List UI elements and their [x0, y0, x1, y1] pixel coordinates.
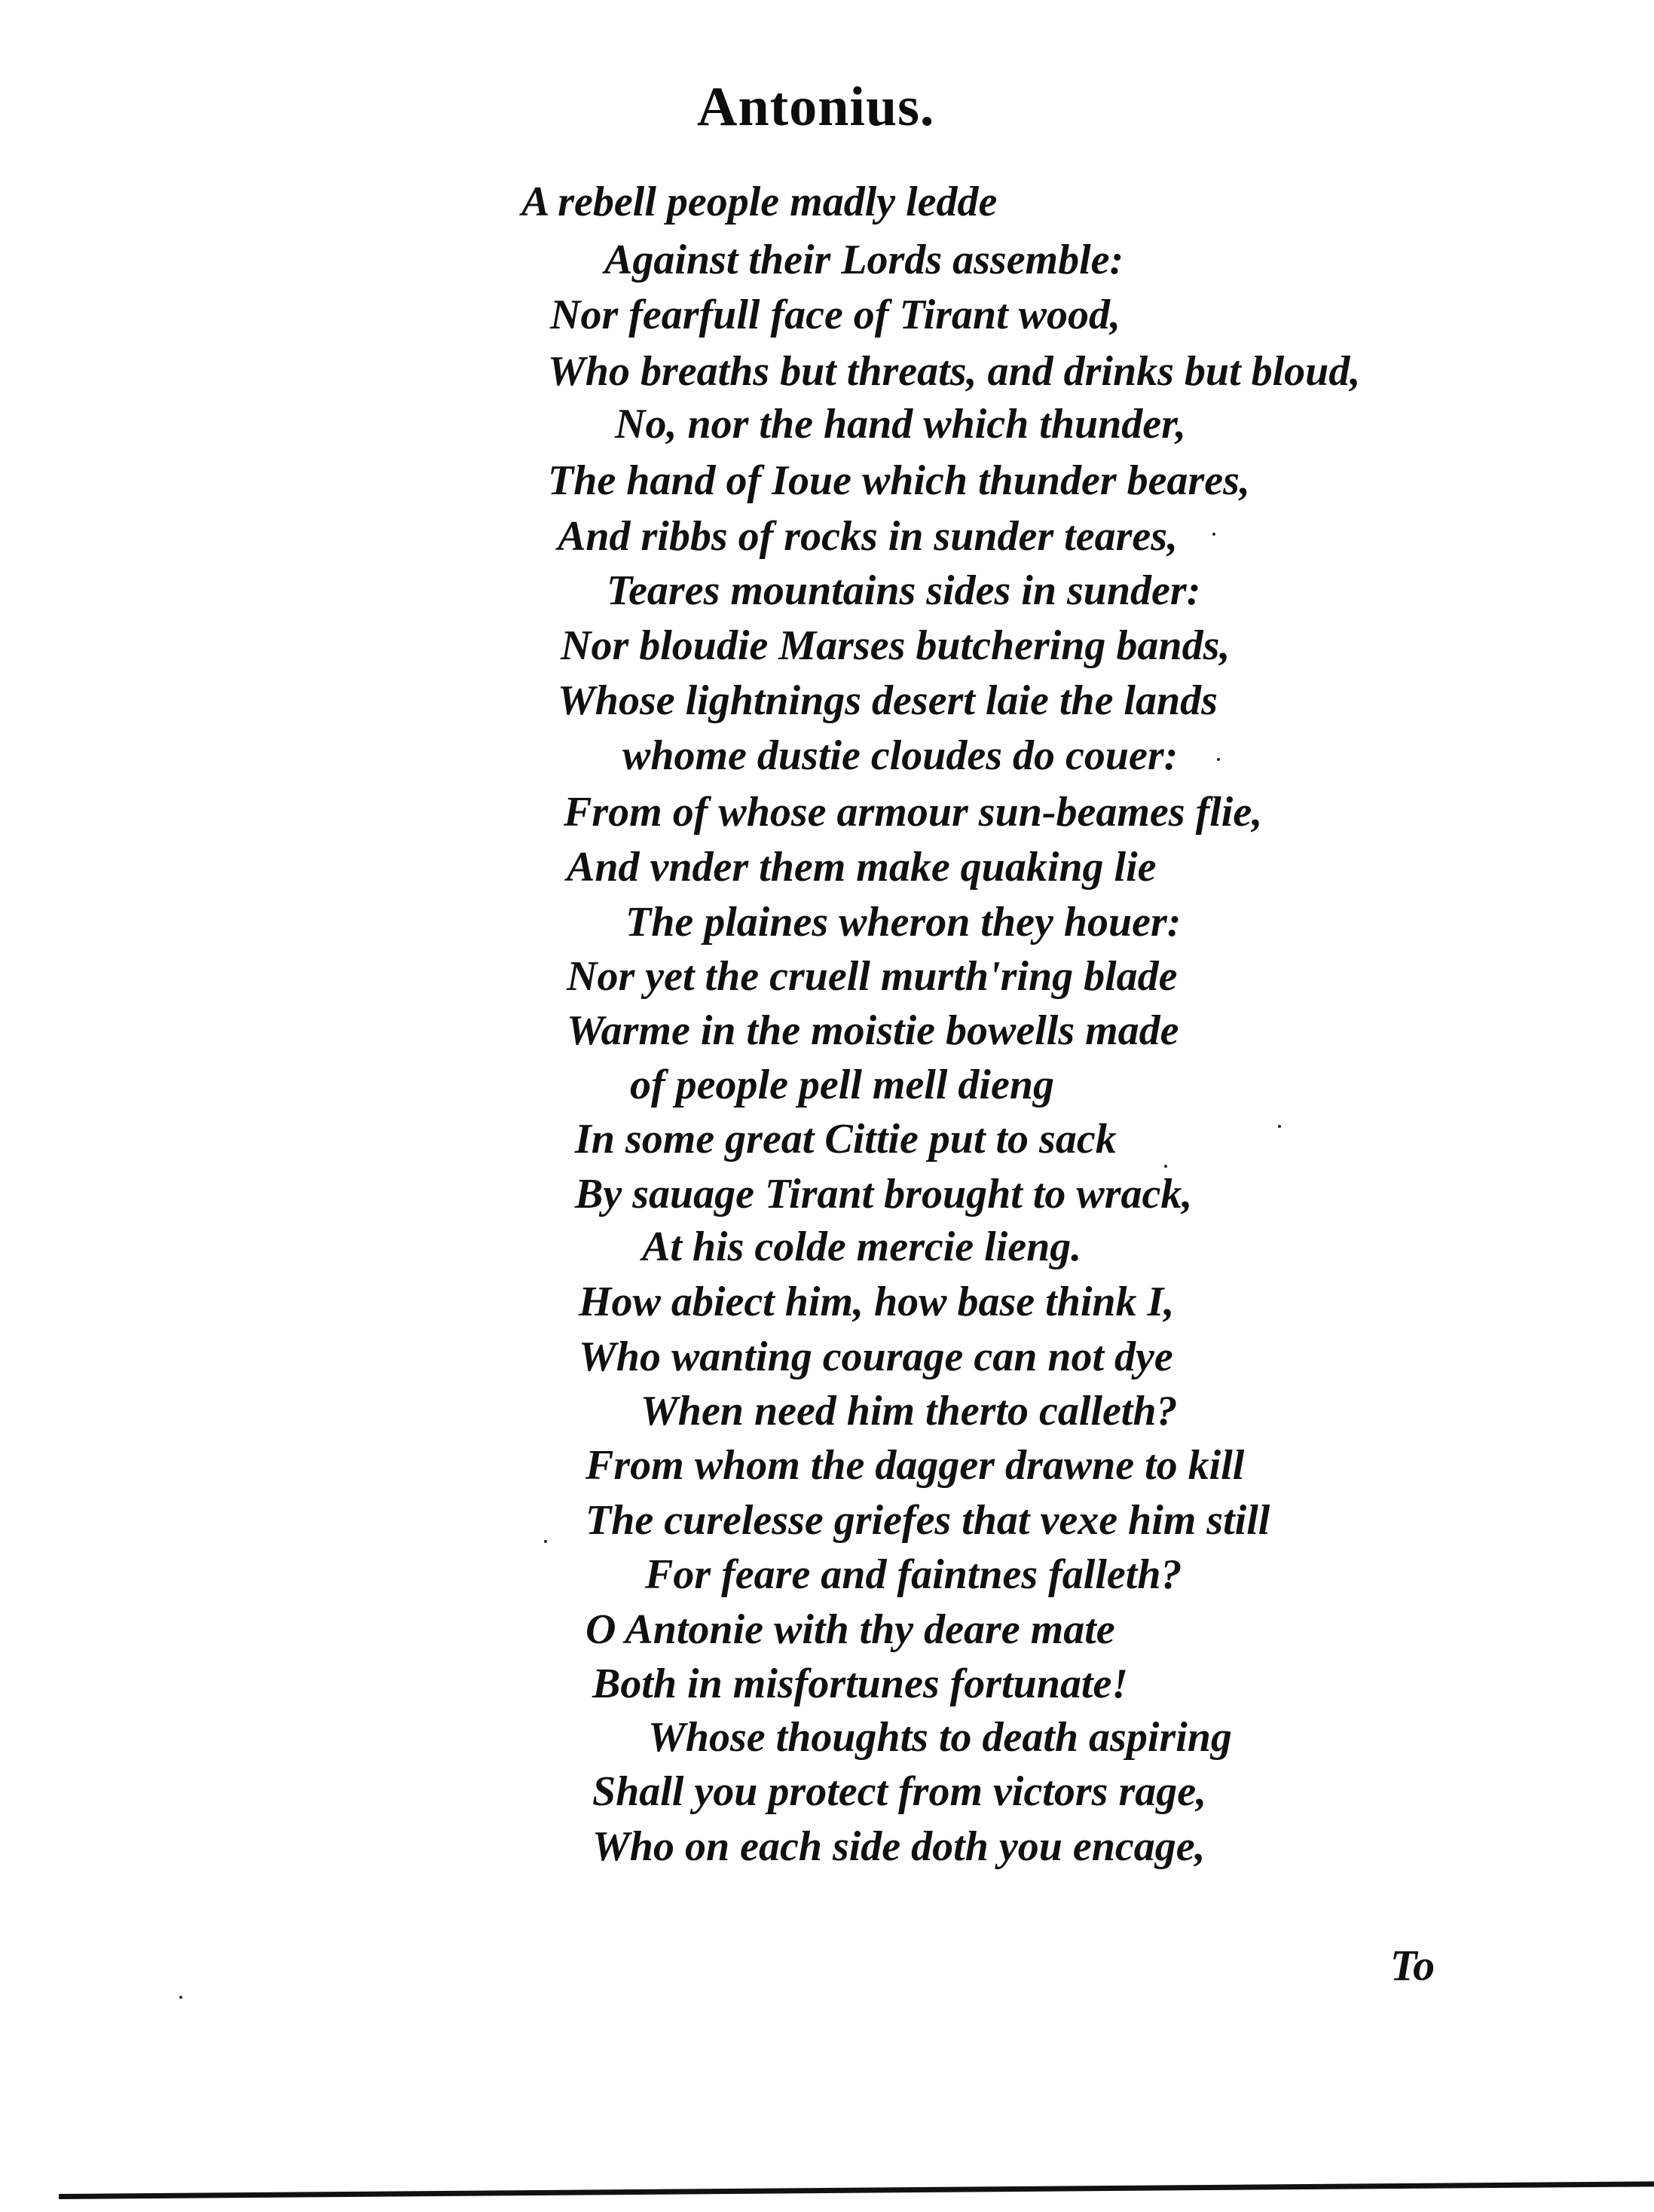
verse-line: From whom the dagger drawne to kill — [585, 1442, 1245, 1489]
verse-line: When need him therto calleth? — [641, 1388, 1178, 1434]
print-speck — [1212, 533, 1215, 536]
verse-line: Nor yet the cruell murth'ring blade — [567, 953, 1178, 1000]
print-speck — [1278, 1125, 1281, 1128]
verse-line: Shall you protect from victors rage, — [592, 1768, 1207, 1815]
verse-line: Who breaths but threats, and drinks but bloud, — [548, 348, 1361, 395]
bottom-rule — [59, 2181, 1654, 2199]
verse-line: Both in misfortunes fortunate! — [592, 1661, 1129, 1707]
catchword: To — [1390, 1941, 1435, 1990]
print-speck — [179, 1996, 182, 1999]
verse-line: No, nor the hand which thunder, — [615, 401, 1186, 448]
verse-line: From of whose armour sun-beames flie, — [564, 789, 1263, 836]
print-speck — [1164, 1165, 1167, 1168]
verse-line: How abiect him, how base think I, — [579, 1279, 1175, 1325]
running-title: Antonius. — [697, 76, 935, 138]
verse-line: The plaines wheron they houer: — [625, 899, 1182, 946]
verse-line: A rebell people madly ledde — [521, 179, 998, 225]
verse-line: By sauage Tirant brought to wrack, — [575, 1171, 1193, 1218]
verse-line: And ribbs of rocks in sunder teares, — [558, 513, 1179, 560]
verse-line: And vnder them make quaking lie — [567, 844, 1157, 891]
verse-line: Nor fearfull face of Tirant wood, — [550, 292, 1121, 338]
print-speck — [544, 1540, 547, 1543]
verse-line: For feare and faintnes falleth? — [645, 1551, 1182, 1598]
verse-line: whome dustie cloudes do couer: — [622, 732, 1179, 779]
verse-line: Against their Lords assemble: — [604, 237, 1124, 283]
verse-line: The hand of Ioue which thunder beares, — [548, 457, 1250, 504]
verse-line: Warme in the moistie bowells made — [567, 1007, 1179, 1054]
verse-line: At his colde mercie lieng. — [642, 1224, 1082, 1270]
verse-line: In some great Cittie put to sack — [575, 1116, 1117, 1163]
verse-line: Who wanting courage can not dye — [579, 1334, 1173, 1380]
verse-line: Teares mountains sides in sunder: — [607, 567, 1201, 614]
verse-line: Who on each side doth you encage, — [592, 1823, 1206, 1870]
verse-line: Whose lightnings desert laie the lands — [558, 677, 1218, 724]
verse-line: The curelesse griefes that vexe him still — [585, 1497, 1270, 1544]
verse-line: of people pell mell dieng — [630, 1062, 1054, 1108]
verse-line: Nor bloudie Marses butchering bands, — [561, 622, 1231, 669]
verse-line: O Antonie with thy deare mate — [585, 1606, 1115, 1653]
verse-line: Whose thoughts to death aspiring — [648, 1714, 1232, 1761]
print-speck — [1217, 758, 1220, 761]
